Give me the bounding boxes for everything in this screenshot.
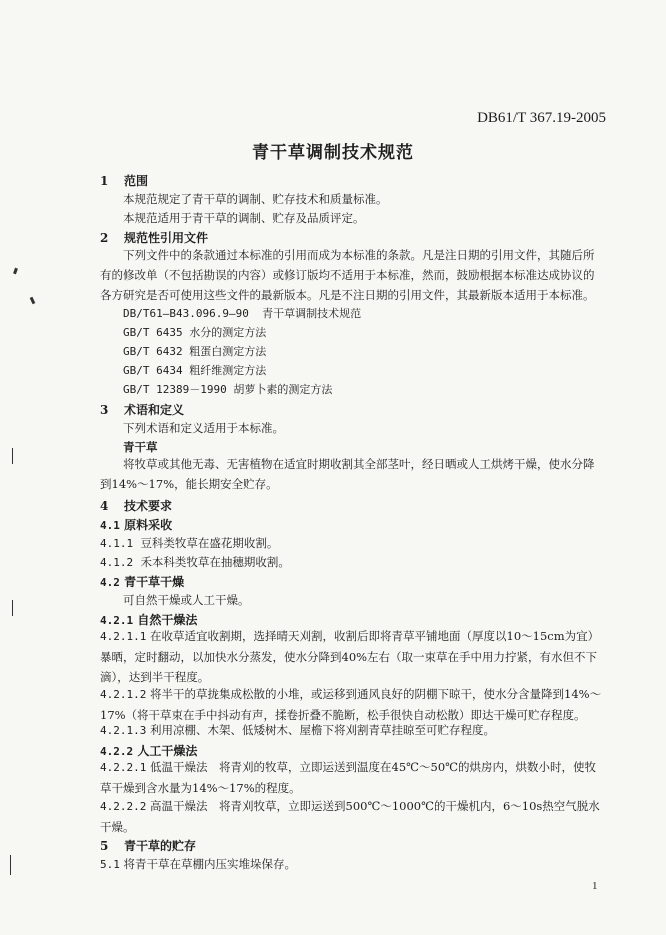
term-title: 青干草 xyxy=(123,440,158,454)
clause: 4.2.2.1 低温干燥法 将青刈的牧草，立即运送到温度在45℃～50℃的烘房内，烘数小时，使牧草干燥到含水量为14%～17%的程度。 xyxy=(100,760,597,795)
scan-mark xyxy=(10,855,11,875)
section-heading: 4 技术要求 xyxy=(100,499,173,513)
paragraph: 下列文件中的条款通过本标准的引用而成为本标准的条款。凡是注日期的引用文件，其随后所有的修改单（不包括勘误的内容）或修订版均不适用于本标准，然而，鼓励根据本标准达成协议的各方研究是否可使用这些文件的最新版本。凡是不注日期的引用文件，其最新版本适用于本标准。 xyxy=(100,248,595,302)
scan-mark xyxy=(12,600,13,616)
paragraph: 本规范规定了青干草的调制、贮存技术和质量标准。 xyxy=(123,192,388,206)
clause: 4.2.1.3 利用凉棚、木架、低矮树木、屋檐下将刈割青草挂晾至可贮存程度。 xyxy=(100,723,496,737)
clause: 4.2.1.1 在收草适宜收割期，选择晴天刈割，收割后即将青草平铺地面（厚度以10～15cm为宜）暴晒，定时翻动，以加快水分蒸发，使水分降到40%左右（取一束草在手中用力拧紧，有水但不下滴），达到半干程度。 xyxy=(100,629,600,684)
page-number: 1 xyxy=(592,880,598,892)
subsection-heading: 4.2.1 自然干燥法 xyxy=(100,613,198,627)
standard-code: DB61/T 367.19-2005 xyxy=(477,110,606,126)
clause: 5.1 将青干草在草棚内压实堆垛保存。 xyxy=(100,857,297,871)
clause: 4.1.1 豆科类牧草在盛花期收割。 xyxy=(100,536,279,550)
scan-mark xyxy=(30,297,36,305)
paragraph: 本规范适用于青干草的调制、贮存及品质评定。 xyxy=(123,211,365,225)
reference-item: GB/T 12389－1990 胡萝卜素的测定方法 xyxy=(123,383,333,396)
paragraph: 可自然干燥或人工干燥。 xyxy=(123,593,250,607)
section-heading: 3 术语和定义 xyxy=(100,403,185,417)
subsection-heading: 4.2 青干草干燥 xyxy=(100,575,185,589)
clause: 4.1.2 禾本科类牧草在抽穗期收割。 xyxy=(100,555,290,569)
term-definition: 将牧草或其他无毒、无害植物在适宜时期收割其全部茎叶，经日晒或人工烘烤干燥，使水分降到14%～17%，能长期安全贮存。 xyxy=(100,457,595,491)
subsection-heading: 4.2.2 人工干燥法 xyxy=(100,744,198,758)
paragraph: 下列术语和定义适用于本标准。 xyxy=(123,421,284,435)
reference-item: GB/T 6435 水分的测定方法 xyxy=(123,326,267,339)
section-heading: 5 青干草的贮存 xyxy=(100,839,197,853)
subsection-heading: 4.1 原料采收 xyxy=(100,518,173,532)
reference-item: GB/T 6432 粗蛋白测定方法 xyxy=(123,345,267,358)
section-heading: 2 规范性引用文件 xyxy=(100,231,209,245)
clause: 4.2.2.2 高温干燥法 将青刈牧草，立即运送到500℃～1000℃的干燥机内，6～10s热空气脱水干燥。 xyxy=(100,799,600,834)
scan-mark xyxy=(12,448,13,464)
page-title: 青干草调制技术规范 xyxy=(252,143,414,163)
clause: 4.2.1.2 将半干的草拢集成松散的小堆，或运移到通风良好的阴棚下晾干，使水分含量降到14%～17%（将干草束在手中抖动有声，揉卷折叠不脆断，松手很快自动松散）即达干燥可贮存程度。 xyxy=(100,687,602,722)
scan-mark xyxy=(13,268,18,275)
section-heading: 1 范围 xyxy=(100,174,149,188)
reference-item: DB/T61—B43.096.9—90 青干草调制技术规范 xyxy=(123,307,362,320)
reference-item: GB/T 6434 粗纤维测定方法 xyxy=(123,364,267,377)
